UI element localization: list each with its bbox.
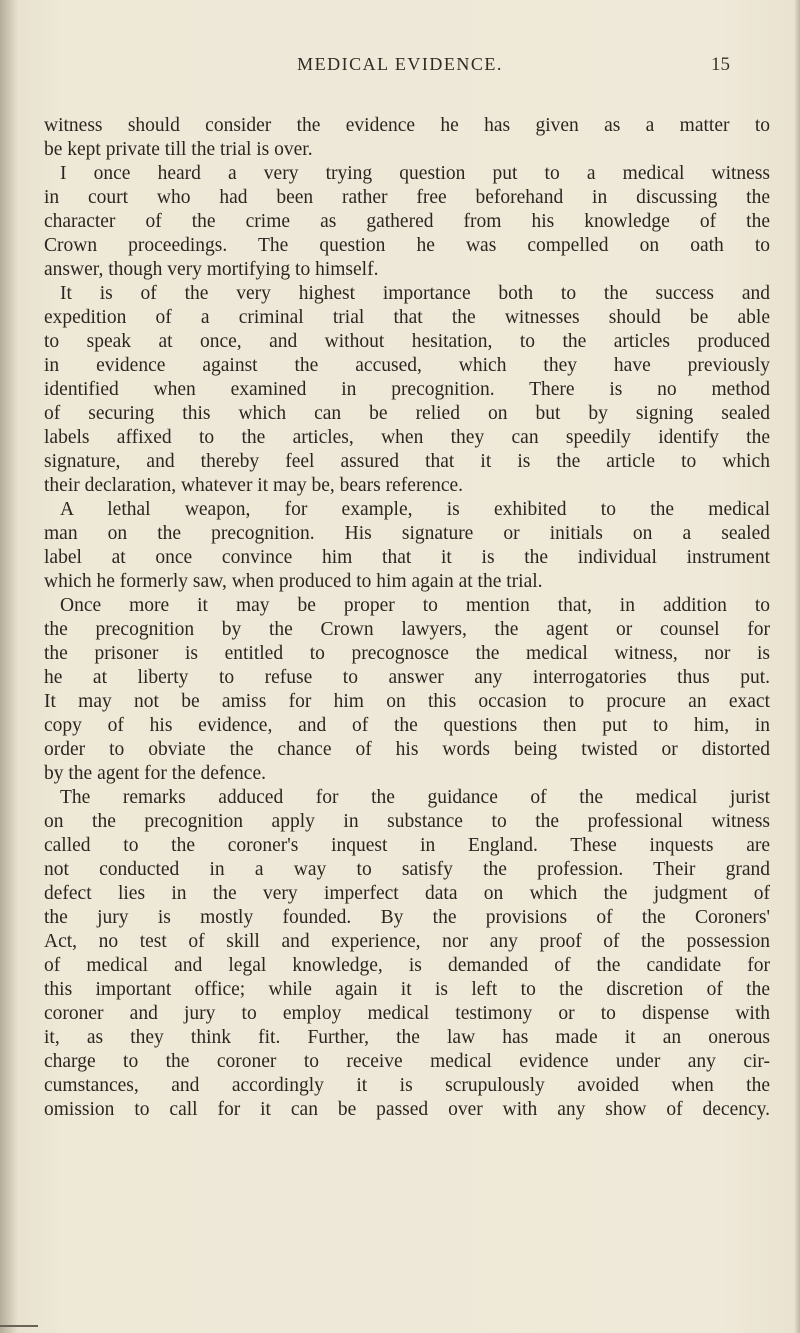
text-line: witness should consider the evidence he has given as a matter to — [44, 115, 770, 136]
binding-shadow — [0, 0, 18, 1333]
text-line: the prisoner is entitled to precognosce the medical witness, nor is — [44, 643, 770, 664]
text-line: It may not be amiss for him on this occasion to procure an exact — [44, 691, 770, 712]
text-line: expedition of a criminal trial that the witnesses should be able — [44, 307, 770, 328]
text-line: by the agent for the defence. — [44, 763, 266, 784]
text-line: defect lies in the very imperfect data on which the judgment of — [44, 883, 770, 904]
text-line: of securing this which can be relied on but by signing sealed — [44, 403, 770, 424]
text-line: character of the crime as gathered from his knowledge of the — [44, 211, 770, 232]
text-line: which he formerly saw, when produced to him again at the trial. — [44, 571, 543, 592]
text-line: not conducted in a way to satisfy the profession. Their grand — [44, 859, 770, 880]
page-edge-shadow — [794, 0, 800, 1333]
running-title: MEDICAL EVIDENCE. — [297, 54, 503, 74]
running-header — [0, 54, 800, 80]
text-line: called to the coroner's inquest in England. These inquests are — [44, 835, 770, 856]
text-line: this important office; while again it is left to the discretion of the — [44, 979, 770, 1000]
text-line: Crown proceedings. The question he was compelled on oath to — [44, 235, 770, 256]
text-line: it, as they think fit. Further, the law has made it an onerous — [44, 1027, 770, 1048]
text-line: labels affixed to the articles, when they can speedily identify the — [44, 427, 770, 448]
text-line: the precognition by the Crown lawyers, the agent or counsel for — [44, 619, 770, 640]
text-line: signature, and thereby feel assured that it is the article to which — [44, 451, 770, 472]
text-line: identified when examined in precognition. There is no method — [44, 379, 770, 400]
text-line: in evidence against the accused, which they have previously — [44, 355, 770, 376]
text-line: on the precognition apply in substance to the professional witness — [44, 811, 770, 832]
bottom-rule — [0, 1325, 38, 1327]
text-line: in court who had been rather free beforehand in discussing the — [44, 187, 770, 208]
paragraph-start-line: A lethal weapon, for example, is exhibited to the medical — [60, 499, 770, 520]
text-line: charge to the coroner to receive medical evidence under any cir- — [44, 1051, 770, 1072]
text-line: man on the precognition. His signature or initials on a sealed — [44, 523, 770, 544]
text-line: Act, no test of skill and experience, nor any proof of the possession — [44, 931, 770, 952]
text-line: copy of his evidence, and of the questions then put to him, in — [44, 715, 770, 736]
text-line: their declaration, whatever it may be, bears reference. — [44, 475, 464, 496]
text-line: answer, though very mortifying to himself. — [44, 259, 379, 280]
text-line: be kept private till the trial is over. — [44, 139, 313, 160]
text-line: cumstances, and accordingly it is scrupulously avoided when the — [44, 1075, 770, 1096]
paragraph-start-line: Once more it may be proper to mention that, in addition to — [60, 595, 770, 616]
paragraph-start-line: I once heard a very trying question put to a medical witness — [60, 163, 770, 184]
text-line: to speak at once, and without hesitation, to the articles produced — [44, 331, 770, 352]
paragraph-start-line: It is of the very highest importance both to the success and — [60, 283, 770, 304]
paragraph-start-line: The remarks adduced for the guidance of the medical jurist — [60, 787, 770, 808]
text-line: omission to call for it can be passed over with any show of decency. — [44, 1099, 770, 1120]
text-line: label at once convince him that it is the individual instrument — [44, 547, 770, 568]
text-line: of medical and legal knowledge, is demanded of the candidate for — [44, 955, 770, 976]
text-line: the jury is mostly founded. By the provisions of the Coroners' — [44, 907, 770, 928]
page-number: 15 — [711, 54, 730, 75]
text-line: he at liberty to refuse to answer any interrogatories thus put. — [44, 667, 770, 688]
text-line: coroner and jury to employ medical testimony or to dispense with — [44, 1003, 770, 1024]
text-line: order to obviate the chance of his words being twisted or distorted — [44, 739, 770, 760]
body-text — [44, 114, 770, 1122]
